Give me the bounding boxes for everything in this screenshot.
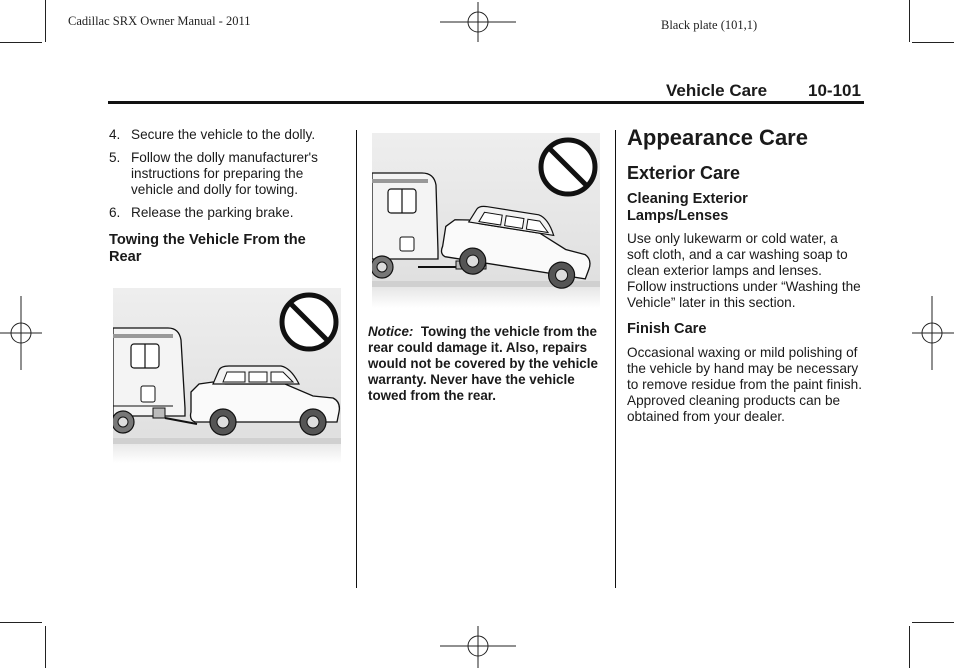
column-divider xyxy=(615,130,616,588)
step-text: Follow the dolly manufacturer's instructions for preparing the vehicle and dolly for towing. xyxy=(131,150,318,197)
notice-block xyxy=(368,324,600,404)
notice-text: Towing the vehicle from the rear could damage it. Also, repairs would not be covered by the vehicle warranty. Never have the vehicle towed from the rear. xyxy=(368,324,598,403)
step-number: 4. xyxy=(109,127,121,142)
crop-mark xyxy=(45,0,46,42)
crop-mark xyxy=(912,42,954,43)
right-column xyxy=(627,125,863,425)
dolly-tow-illustration xyxy=(372,133,600,308)
notice-label: Notice: xyxy=(368,324,414,339)
crop-mark xyxy=(912,622,954,623)
step-number: 6. xyxy=(109,205,121,220)
section-name: Vehicle Care xyxy=(666,81,768,100)
page-title: Appearance Care xyxy=(627,125,808,150)
header-rule xyxy=(108,101,864,104)
step-text: Release the parking brake. xyxy=(131,205,294,220)
no-symbol-icon xyxy=(282,295,336,349)
registration-mark-icon xyxy=(440,2,516,42)
crop-mark xyxy=(0,42,42,43)
finish-care-text: Occasional waxing or mild polishing of the vehicle by hand may be necessary to remove residue from the paint finish. Approved cleaning products can be obtained from your dealer. xyxy=(627,345,862,424)
towing-rear-illustration xyxy=(113,288,341,463)
left-column xyxy=(109,127,341,266)
manual-title: Cadillac SRX Owner Manual - 2011 xyxy=(68,14,251,28)
step-number: 5. xyxy=(109,150,121,165)
crop-mark xyxy=(909,626,910,668)
list-item xyxy=(109,127,341,143)
exterior-care-heading: Exterior Care xyxy=(627,163,741,183)
registration-mark-icon xyxy=(0,296,42,370)
crop-mark xyxy=(45,626,46,668)
list-item xyxy=(109,205,341,221)
step-text: Secure the vehicle to the dolly. xyxy=(131,127,316,142)
cleaning-lamps-heading: Cleaning Exterior Lamps/Lenses xyxy=(627,191,748,224)
crop-mark xyxy=(909,0,910,42)
registration-mark-icon xyxy=(912,296,954,370)
column-divider xyxy=(356,130,357,588)
cleaning-lamps-text: Use only lukewarm or cold water, a soft cloth, and a car washing soap to clean exterior lamps and lenses. Follow instructions under “Washing the Vehicle” later in this section. xyxy=(627,231,861,310)
step-list xyxy=(109,127,341,221)
towing-heading: Towing the Vehicle From the Rear xyxy=(109,232,306,265)
page-number: 10-101 xyxy=(808,81,861,100)
registration-mark-icon xyxy=(440,626,516,668)
crop-mark xyxy=(0,622,42,623)
list-item xyxy=(109,150,341,198)
finish-care-heading: Finish Care xyxy=(627,321,707,337)
plate-label: Black plate (101,1) xyxy=(661,18,758,32)
no-symbol-icon xyxy=(541,140,595,194)
